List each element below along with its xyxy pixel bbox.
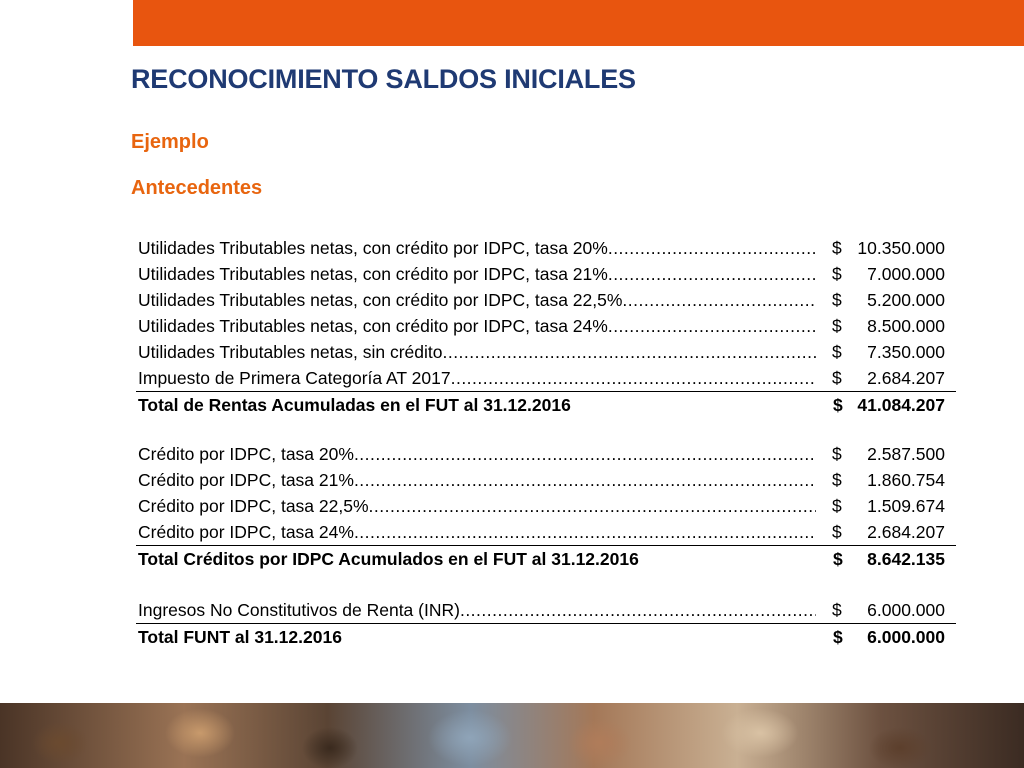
creditos-idpc-table [136, 441, 956, 572]
currency-symbol: $ [832, 444, 842, 464]
total-row-creditos [136, 546, 956, 572]
row-label: Crédito por IDPC, tasa 21% ..... [138, 467, 816, 493]
total-label: Total FUNT al 31.12.2016 [138, 627, 342, 647]
ledger-row [136, 441, 956, 467]
section-heading-antecedentes: Antecedentes [131, 177, 263, 199]
currency-symbol: $ [833, 549, 843, 569]
currency-symbol: $ [833, 395, 843, 415]
currency-symbol: $ [832, 470, 842, 490]
currency-symbol: $ [832, 316, 842, 336]
row-label: Ingresos No Constitutivos de Renta (INR) ..... [138, 597, 816, 623]
row-amount: 5.200.000 [867, 290, 945, 310]
header-accent-bar [133, 0, 1024, 46]
currency-symbol: $ [832, 264, 842, 284]
ledger-row [136, 313, 956, 339]
currency-symbol: $ [832, 238, 842, 258]
ledger-row [136, 597, 956, 624]
ledger-row [136, 519, 956, 546]
row-label: Utilidades Tributables netas, sin crédito ..... [138, 339, 816, 365]
row-amount: 2.587.500 [867, 444, 945, 464]
total-row-funt [136, 624, 956, 650]
currency-symbol: $ [832, 342, 842, 362]
ledger-row [136, 287, 956, 313]
row-amount: 2.684.207 [867, 368, 945, 388]
row-amount: 6.000.000 [867, 600, 945, 620]
ledger-row [136, 467, 956, 493]
row-label: Crédito por IDPC, tasa 22,5% ..... [138, 493, 816, 519]
ledger-row [136, 235, 956, 261]
ledger-row [136, 339, 956, 365]
total-amount: 8.642.135 [867, 549, 945, 569]
ledger-row [136, 261, 956, 287]
footer-crowd-photo [0, 703, 1024, 768]
total-amount: 6.000.000 [867, 627, 945, 647]
row-amount: 7.000.000 [867, 264, 945, 284]
row-amount: 1.509.674 [867, 496, 945, 516]
total-row-rentas [136, 392, 956, 418]
currency-symbol: $ [832, 496, 842, 516]
row-label: Utilidades Tributables netas, con crédito por IDPC, tasa 20% ..... [138, 235, 816, 261]
currency-symbol: $ [833, 627, 843, 647]
rentas-acumuladas-table [136, 235, 956, 418]
row-label: Crédito por IDPC, tasa 20% ..... [138, 441, 816, 467]
row-amount: 2.684.207 [867, 522, 945, 542]
row-amount: 10.350.000 [857, 238, 945, 258]
ledger-row [136, 365, 956, 392]
funt-table [136, 597, 956, 650]
row-label: Impuesto de Primera Categoría AT 2017 ..... [138, 365, 816, 391]
currency-symbol: $ [832, 600, 842, 620]
currency-symbol: $ [832, 522, 842, 542]
row-label: Utilidades Tributables netas, con crédito por IDPC, tasa 24% ..... [138, 313, 816, 339]
row-label: Utilidades Tributables netas, con crédito por IDPC, tasa 22,5% ..... [138, 287, 816, 313]
row-label: Utilidades Tributables netas, con crédito por IDPC, tasa 21% ..... [138, 261, 816, 287]
row-amount: 8.500.000 [867, 316, 945, 336]
ledger-row [136, 493, 956, 519]
slide-title: RECONOCIMIENTO SALDOS INICIALES [131, 64, 636, 94]
row-label: Crédito por IDPC, tasa 24% ..... [138, 519, 816, 545]
total-label: Total Créditos por IDPC Acumulados en el FUT al 31.12.2016 [138, 549, 639, 569]
row-amount: 1.860.754 [867, 470, 945, 490]
row-amount: 7.350.000 [867, 342, 945, 362]
currency-symbol: $ [832, 290, 842, 310]
total-amount: 41.084.207 [857, 395, 945, 415]
total-label: Total de Rentas Acumuladas en el FUT al 31.12.2016 [138, 395, 571, 415]
section-heading-ejemplo: Ejemplo [131, 131, 209, 153]
currency-symbol: $ [832, 368, 842, 388]
